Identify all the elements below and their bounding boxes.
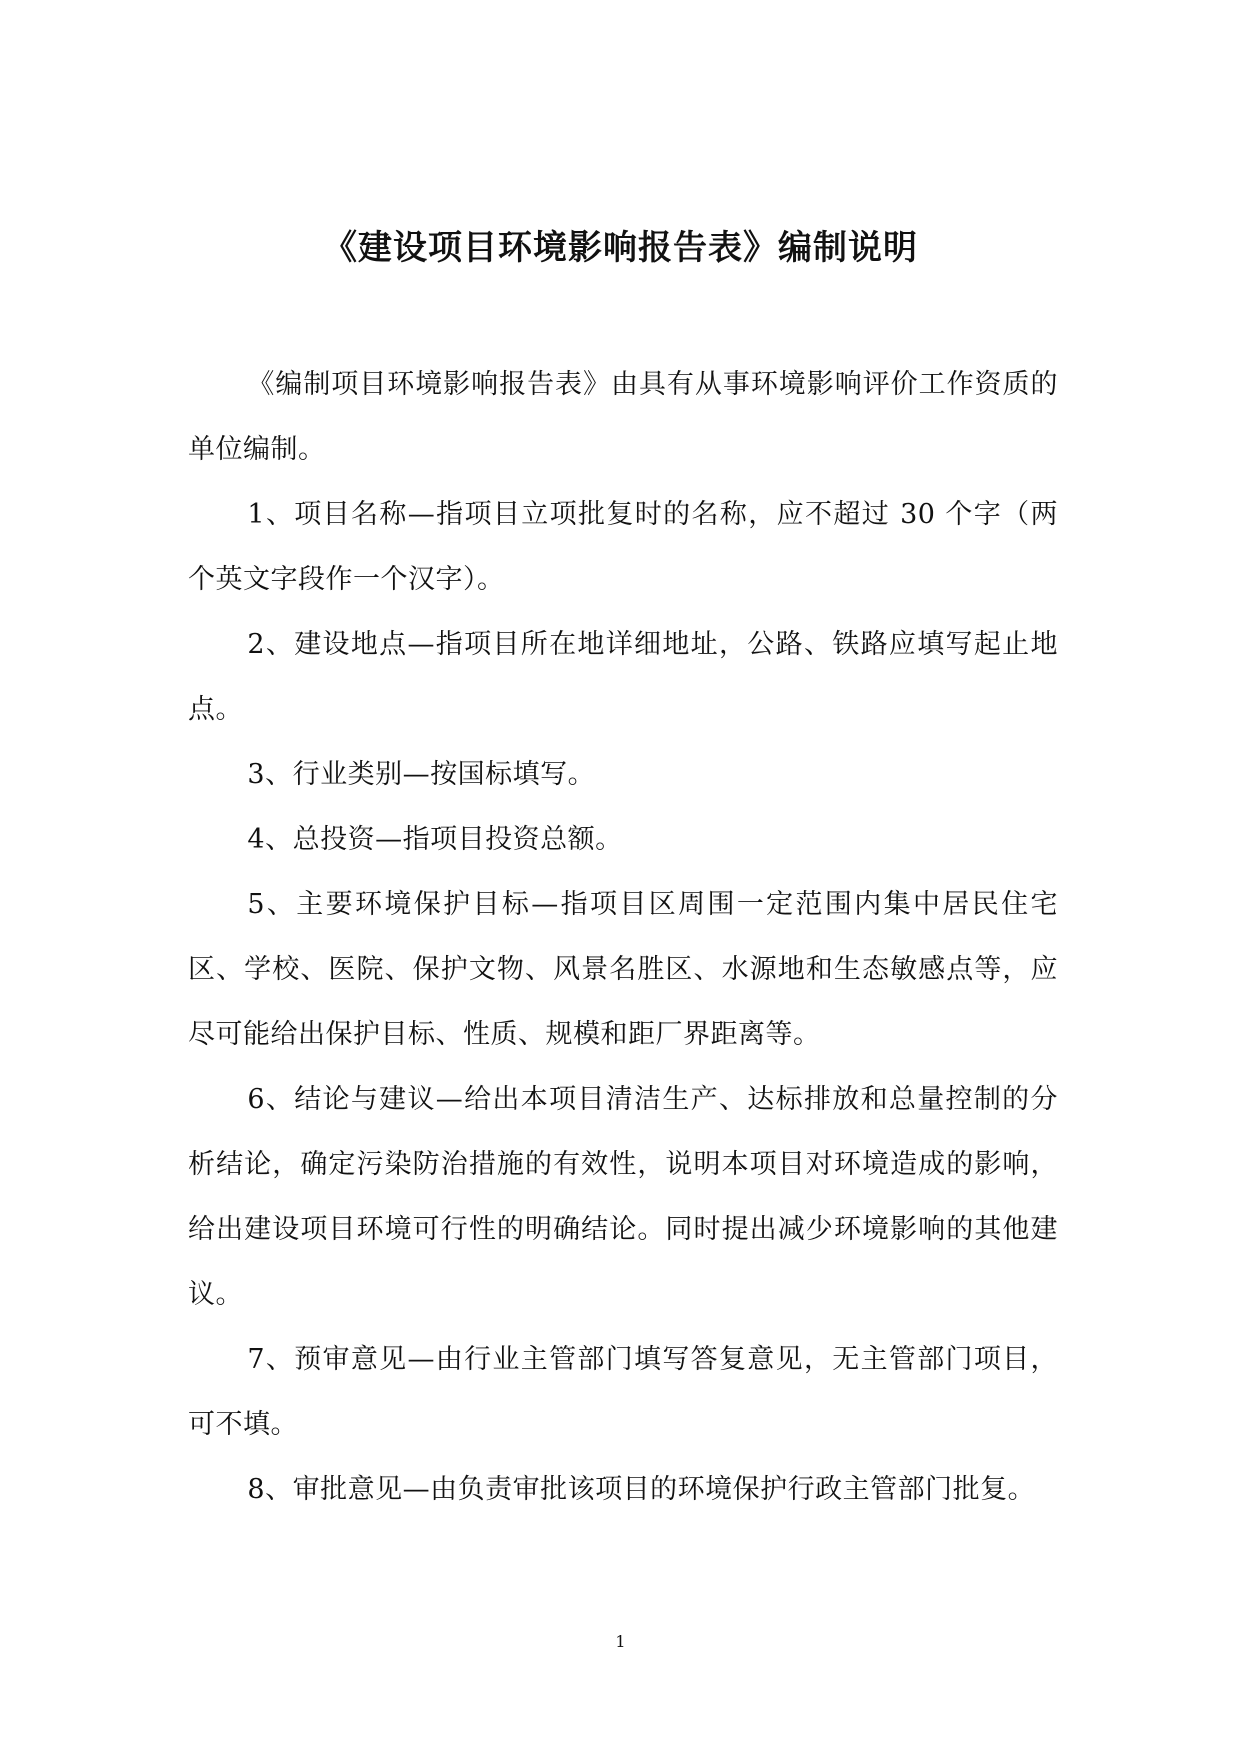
- item-industry-category: 3、行业类别—按国标填写。: [247, 759, 596, 790]
- item-total-investment: 4、总投资—指项目投资总额。: [247, 824, 623, 855]
- item-construction-site: 2、建设地点—指项目所在地详细地址，公路、铁路应填写起止地点。: [188, 629, 1058, 725]
- item-preliminary-review: 7、预审意见—由行业主管部门填写答复意见，无主管部门项目，可不填。: [188, 1344, 1058, 1440]
- document-body: [188, 352, 1058, 1522]
- intro-paragraph: 《编制项目环境影响报告表》由具有从事环境影响评价工作资质的单位编制。: [188, 369, 1058, 465]
- item-approval-opinion: 8、审批意见—由负责审批该项目的环境保护行政主管部门批复。: [247, 1474, 1036, 1505]
- document-title: 《建设项目环境影响报告表》编制说明: [323, 228, 918, 268]
- item-conclusions: 6、结论与建议—给出本项目清洁生产、达标排放和总量控制的分析结论，确定污染防治措施的有效性，说明本项目对环境造成的影响，给出建设项目环境可行性的明确结论。同时提出减少环境影响的其他建议。: [188, 1084, 1058, 1310]
- page-number: 1: [615, 1632, 626, 1651]
- item-project-name: 1、项目名称—指项目立项批复时的名称，应不超过 30 个字（两个英文字段作一个汉字）。: [188, 499, 1058, 595]
- item-protection-targets: 5、主要环境保护目标—指项目区周围一定范围内集中居民住宅区、学校、医院、保护文物、风景名胜区、水源地和生态敏感点等，应尽可能给出保护目标、性质、规模和距厂界距离等。: [188, 889, 1058, 1050]
